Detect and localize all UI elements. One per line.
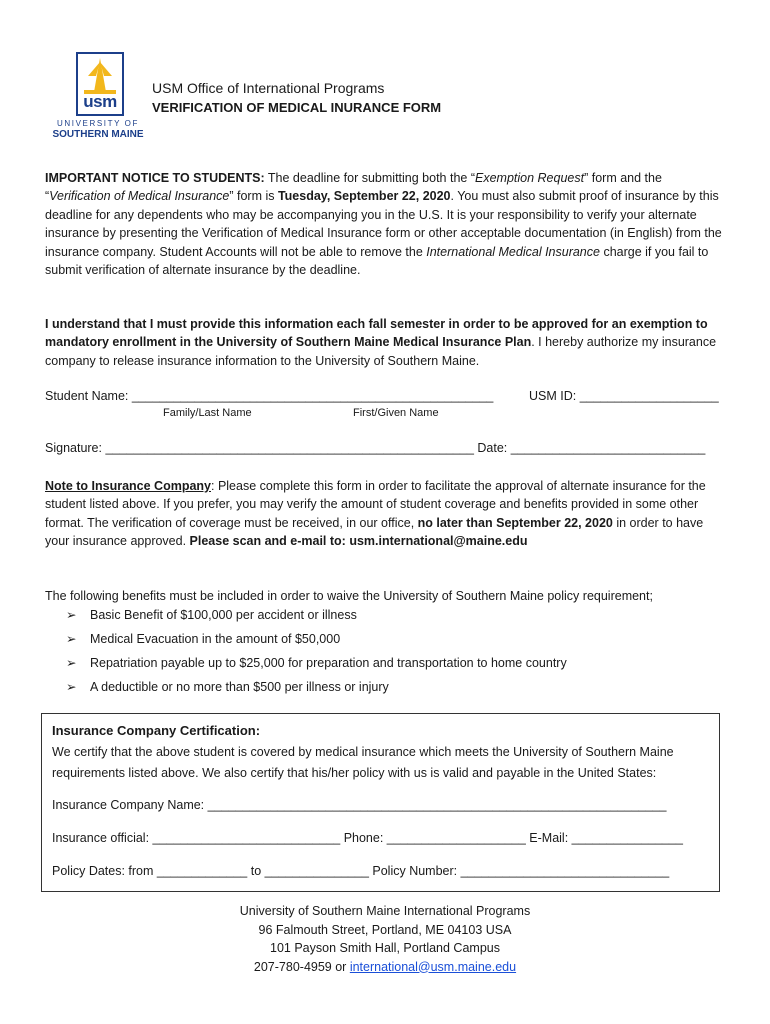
arrow-bullet-icon: ➢ (66, 656, 77, 670)
list-item: ➢ Basic Benefit of $100,000 per accident or illness (66, 608, 357, 622)
important-notice: IMPORTANT NOTICE TO STUDENTS: The deadline for submitting both the “Exemption Request” form and the “Verification of Medical Insurance” form is Tuesday, September 22, 2020. You must also submit proof of insurance by this deadline for any dependents who may be accompanying you in the U.S. It is your responsibility to verify your alternate insurance by presenting the Verification of Medical Insurance form or other acceptable documentation (in English) from the insurance company. Student Accounts will not be able to remove the International Medical Insurance charge if you fail to submit verification of alternate insurance by the deadline. (45, 171, 722, 278)
footer-phone: 207-780-4959 or (253, 959, 350, 974)
arrow-bullet-icon: ➢ (66, 680, 77, 694)
form-title: VERIFICATION OF MEDICAL INURANCE FORM (152, 100, 442, 115)
certification-line-1: We certify that the above student is covered by medical insurance which meets the University of Southern Maine (52, 745, 674, 759)
footer (0, 902, 770, 976)
arrow-bullet-icon: ➢ (66, 632, 77, 646)
arrow-bullet-icon: ➢ (66, 608, 77, 622)
certification-line-2: requirements listed above. We also certify that his/her policy with us is valid and payable in the United States: (52, 766, 657, 780)
usm-logo (52, 52, 144, 144)
signature-date-field[interactable]: Signature: _____________________________________________________ Date: ____________________________ (45, 441, 706, 455)
insurance-company-name-field[interactable]: Insurance Company Name: __________________________________________________________________ (52, 798, 667, 812)
insurer-note-heading: Note to Insurance Company (45, 479, 211, 493)
footer-contact (0, 958, 770, 977)
certification-box (41, 713, 720, 892)
logo-university-of: UNIVERSITY OF (57, 119, 139, 128)
notice-label: IMPORTANT NOTICE TO STUDENTS: (45, 171, 265, 185)
given-name-caption: First/Given Name (353, 407, 439, 419)
insurance-official-field[interactable]: Insurance official: ___________________________ Phone: ____________________ E-Mail: ________________ (52, 831, 683, 845)
student-name-field[interactable]: Student Name: ____________________________________________________ (45, 389, 494, 403)
deadline-date: Tuesday, September 22, 2020 (277, 189, 451, 204)
list-item: ➢ Repatriation payable up to $25,000 for preparation and transportation to home country (66, 656, 567, 670)
footer-org: University of Southern Maine International Programs (239, 904, 531, 918)
list-item: ➢ Medical Evacuation in the amount of $50,000 (66, 632, 341, 646)
logo-southern-maine: SOUTHERN MAINE (52, 129, 144, 140)
logo-emblem (76, 52, 124, 116)
family-name-caption: Family/Last Name (163, 407, 252, 419)
authorization-statement: I understand that I must provide this information each fall semester in order to be approved for an exemption to mandatory enrollment in the University of Southern Maine Medical Insurance Plan. I hereby authorize my insurance company to release insurance information to the University of Southern Maine. (45, 317, 717, 368)
office-name: USM Office of International Programs (152, 80, 385, 96)
lighthouse-icon (78, 56, 122, 96)
insurer-note: Note to Insurance Company: Please complete this form in order to facilitate the approval of alternate insurance for the student listed above. If you prefer, you may verify the amount of student coverage and benefits provided in some other format. The verification of coverage must be received, in our office, no later than September 22, 2020 in order to have your insurance approved. Please scan and e-mail to: usm.international@maine.edu (45, 479, 706, 549)
policy-dates-field[interactable]: Policy Dates: from _____________ to _______________ Policy Number: ______________________________ (52, 864, 670, 878)
list-item: ➢ A deductible or no more than $500 per illness or injury (66, 680, 389, 694)
footer-email-link[interactable]: international@usm.maine.edu (349, 959, 517, 974)
certification-title: Insurance Company Certification: (52, 723, 261, 738)
footer-address: 96 Falmouth Street, Portland, ME 04103 USA (258, 922, 512, 937)
benefits-intro: The following benefits must be included in order to waive the University of Southern Maine policy requirement; (45, 589, 653, 603)
usm-id-field[interactable]: USM ID: ____________________ (529, 389, 719, 403)
logo-abbr: usm (83, 92, 117, 111)
benefits-list (66, 607, 567, 703)
footer-campus: 101 Payson Smith Hall, Portland Campus (270, 941, 500, 955)
